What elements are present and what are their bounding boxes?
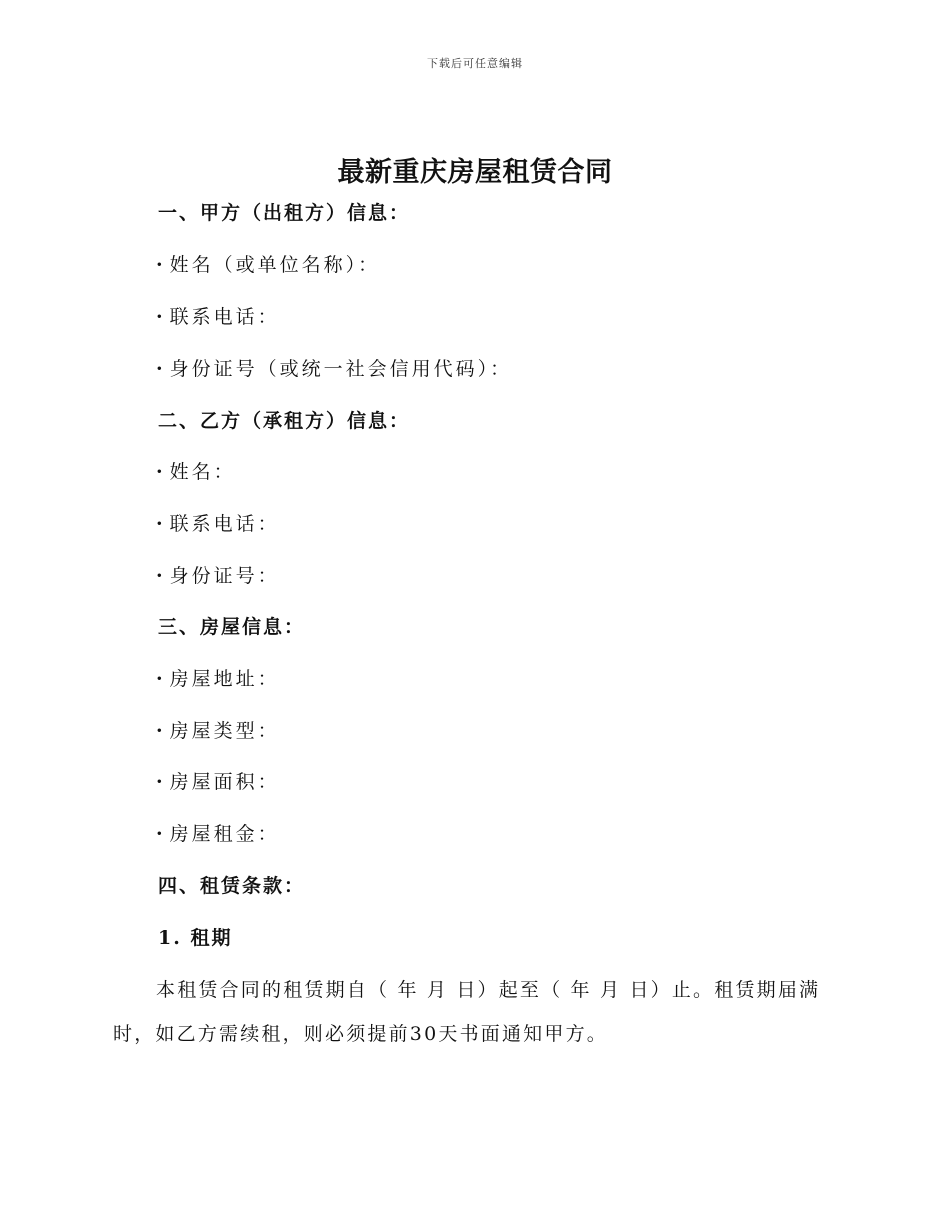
list-item-label: 联系电话： <box>169 513 280 535</box>
list-item <box>156 716 280 743</box>
list-item <box>156 302 280 329</box>
list-item-label: 姓名： <box>169 461 236 483</box>
list-item-label: 房屋类型： <box>169 720 280 742</box>
header-note: 下载后可任意编辑 <box>427 57 523 70</box>
list-item <box>156 250 380 277</box>
list-item-label: 身份证号： <box>169 565 280 587</box>
bullet-icon: · <box>156 771 166 793</box>
bullet-icon: · <box>156 513 166 535</box>
list-item-label: 联系电话： <box>169 306 280 328</box>
list-item-label: 房屋租金： <box>169 823 280 845</box>
list-item <box>156 561 280 588</box>
list-item <box>156 819 280 846</box>
list-item <box>156 664 280 691</box>
bullet-icon: · <box>156 720 166 742</box>
bullet-icon: · <box>156 823 166 845</box>
list-item <box>156 767 280 794</box>
list-item-label: 身份证号（或统一社会信用代码）： <box>169 358 513 380</box>
term-paragraph: 本租赁合同的租赁期自（ 年 月 日）起至（ 年 月 日）止。租赁期届满时，如乙方需续租，则必须提前30天书面通知甲方。 <box>113 979 821 1045</box>
bullet-icon: · <box>156 668 166 690</box>
list-item-label: 姓名（或单位名称）： <box>169 254 381 276</box>
document-title: 最新重庆房屋租赁合同 <box>337 157 613 188</box>
list-item-label: 房屋地址： <box>169 668 280 690</box>
bullet-icon: · <box>156 254 166 276</box>
list-item <box>156 354 512 381</box>
section-heading-house: 三、房屋信息： <box>158 616 306 638</box>
bullet-icon: · <box>156 306 166 328</box>
sub-heading-term: 1. 租期 <box>158 927 233 949</box>
list-item <box>156 509 280 536</box>
section-heading-party-b: 二、乙方（承租方）信息： <box>158 410 411 432</box>
bullet-icon: · <box>156 565 166 587</box>
list-item <box>156 457 236 484</box>
section-heading-party-a: 一、甲方（出租方）信息： <box>158 202 411 224</box>
bullet-icon: · <box>156 461 166 483</box>
list-item-label: 房屋面积： <box>169 771 280 793</box>
bullet-icon: · <box>156 358 166 380</box>
section-heading-terms: 四、租赁条款： <box>158 875 306 897</box>
